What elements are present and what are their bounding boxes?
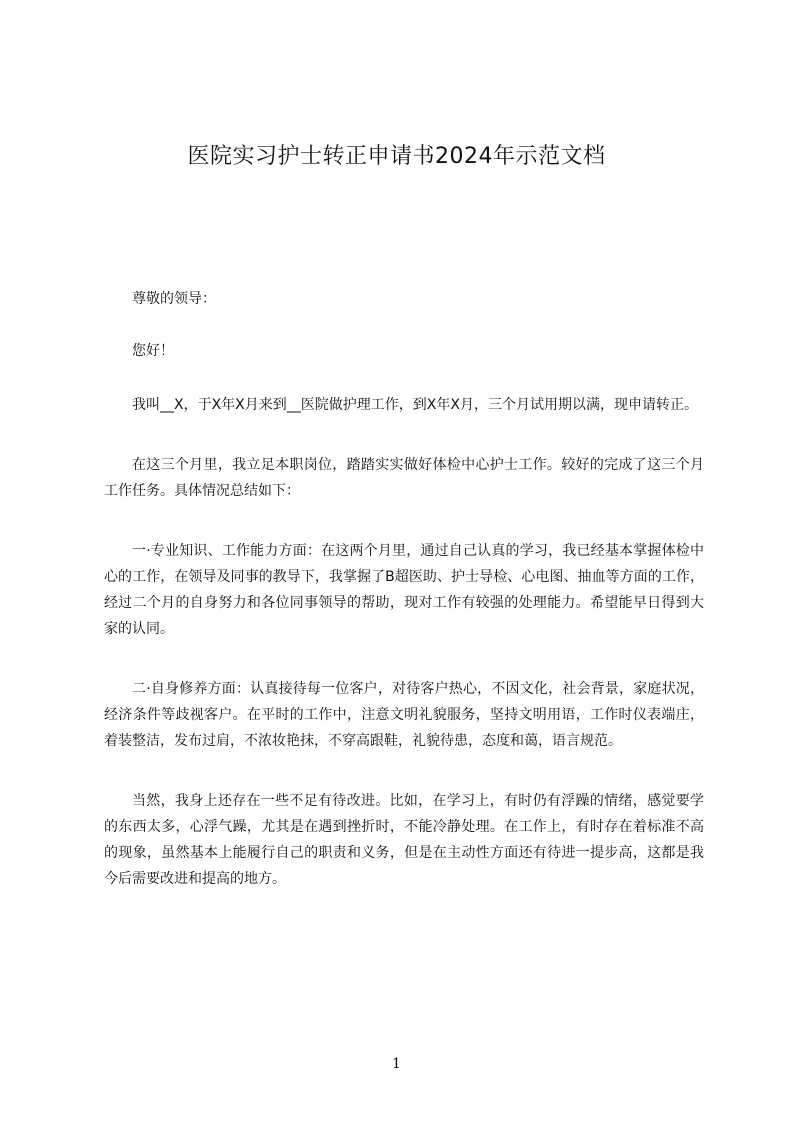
- page-number: 1: [392, 1056, 401, 1072]
- improvement-paragraph: 当然，我身上还存在一些不足有待改进。比如，在学习上，有时仍有浮躁的情绪，感觉要学的东西太多，心浮气躁，尤其是在遇到挫折时，不能冷静处理。在工作上，有时存在着标准不高的现象，虽然基本上能履行自己的职责和义务，但是在主动性方面还有待进一提步高，这都是我今后需要改进和提高的地方。: [104, 793, 704, 887]
- professional-skills-paragraph: 一·专业知识、工作能力方面：在这两个月里，通过自己认真的学习，我已经基本掌握体检中心的工作，在领导及同事的教导下，我掌握了B超医助、护士导检、心电图、抽血等方面的工作，经过二个月的自身努力和各位同事领导的帮助，现对工作有较强的处理能力。希望能早日得到大家的认同。: [104, 543, 704, 637]
- summary-intro-paragraph: 在这三个月里，我立足本职岗位，踏踏实实做好体检中心护士工作。较好的完成了这三个月工作任务。具体情况总结如下：: [104, 457, 704, 499]
- self-cultivation-paragraph: 二·自身修养方面：认真接待每一位客户，对待客户热心，不因文化，社会背景，家庭状况，经济条件等歧视客户。在平时的工作中，注意文明礼貌服务，坚持文明用语，工作时仪表端庄，着装整洁，发布过肩，不浓妆艳抹，不穿高跟鞋，礼貌待患，态度和蔼，语言规范。: [104, 681, 704, 749]
- introduction-paragraph: 我叫__X，于X年X月来到__医院做护理工作，到X年X月，三个月试用期以满，现申请转正。: [132, 397, 698, 413]
- document-title: 医院实习护士转正申请书2024年示范文档: [187, 144, 606, 169]
- greeting-paragraph: 您好！: [132, 343, 174, 359]
- document-body: [104, 286, 704, 926]
- salutation-paragraph: 尊敬的领导：: [132, 291, 216, 307]
